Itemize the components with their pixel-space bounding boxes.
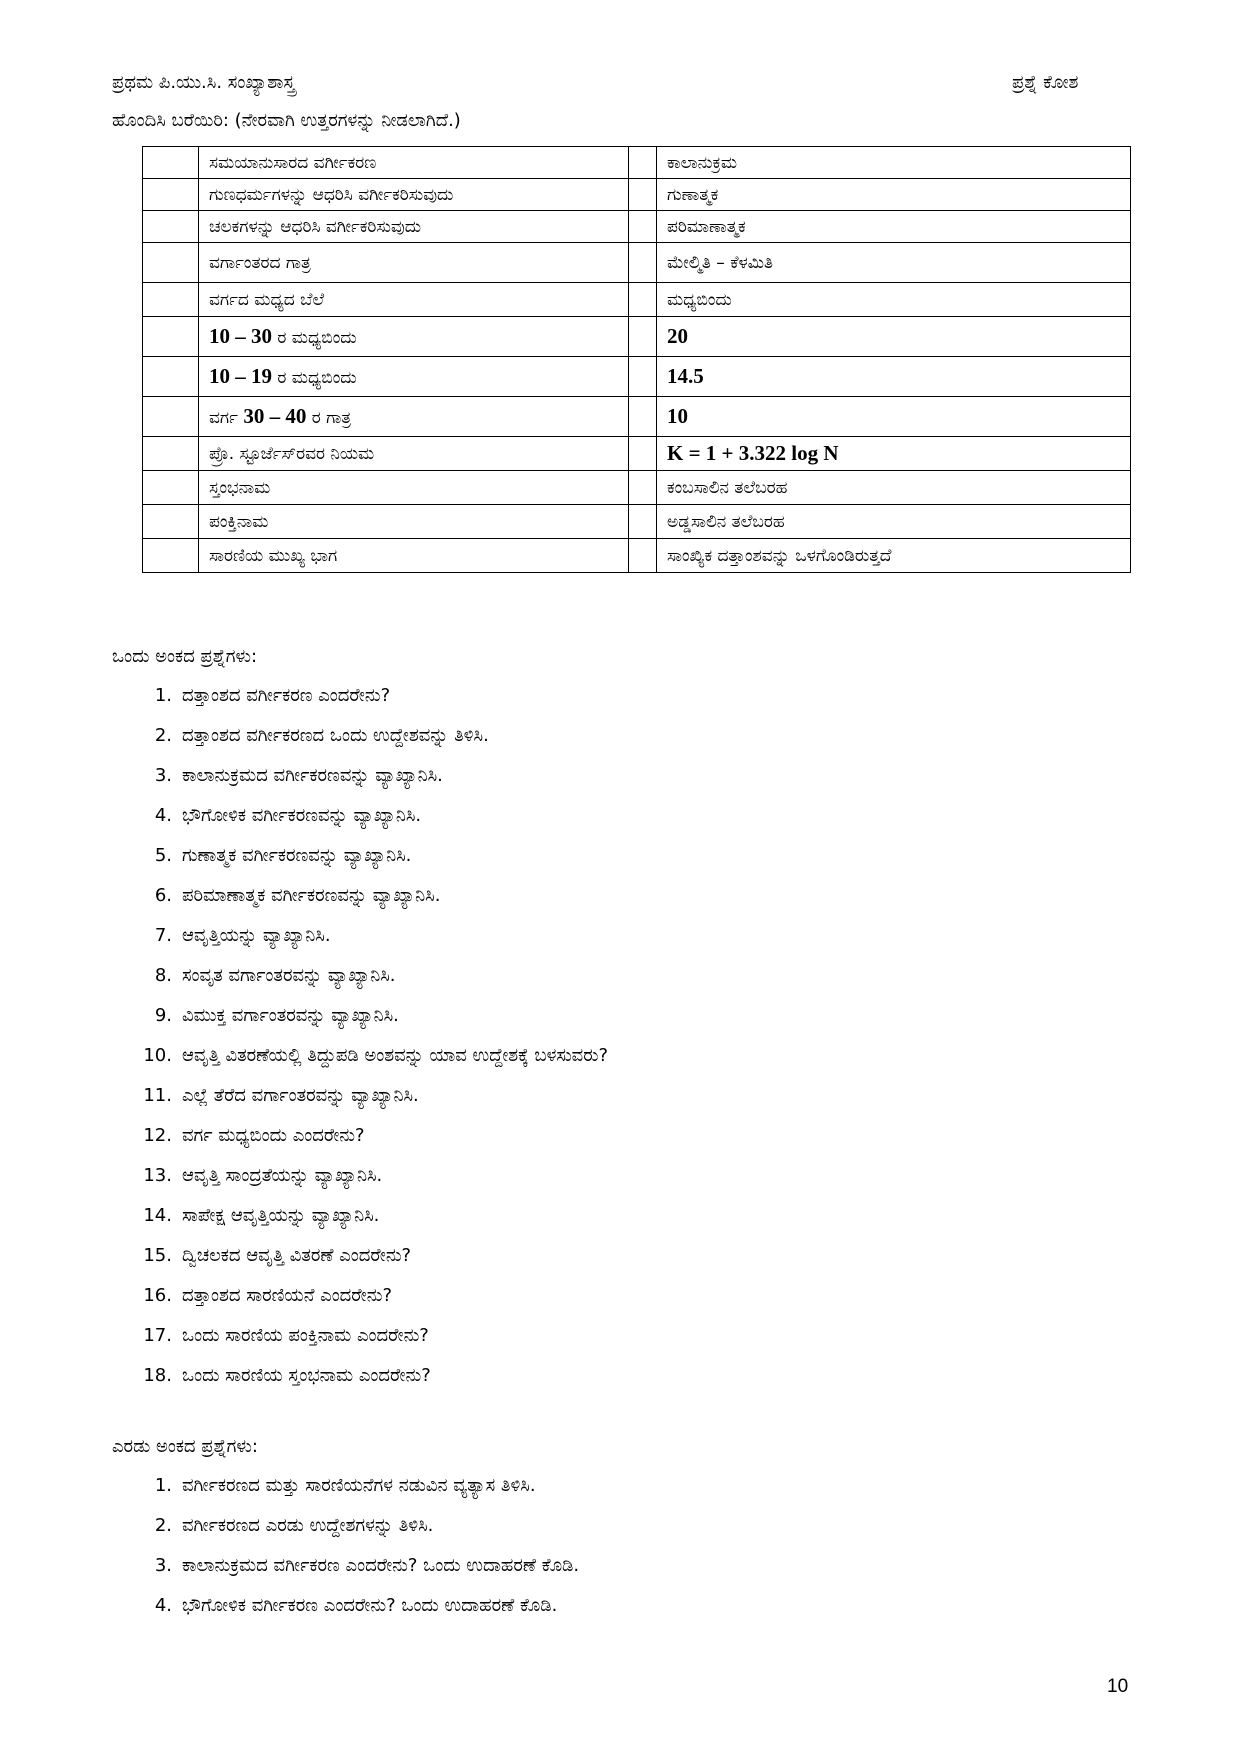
match-blank-cell: [143, 471, 199, 505]
question-text: ಕಾಲಾನುಕ್ರಮದ ವರ್ಗೀಕರಣವನ್ನು ವ್ಯಾಖ್ಯಾನಿಸಿ.: [182, 765, 443, 786]
two-mark-title: ಎರಡು ಅಂಕದ ಪ್ರಶ್ನೆಗಳು:: [112, 1436, 258, 1457]
match-row: [143, 243, 1131, 283]
one-mark-question-list: [112, 676, 1112, 1396]
question-text: ಎಲ್ಲೆ ತೆರೆದ ವರ್ಗಾಂತರವನ್ನು ವ್ಯಾಖ್ಯಾನಿಸಿ.: [182, 1085, 419, 1106]
match-term: 10 – 19 ರ ಮಧ್ಯಬಿಂದು: [199, 357, 629, 397]
question-item: [112, 956, 1112, 996]
question-text: ದ್ವಿಚಲಕದ ಆವೃತ್ತಿ ವಿತರಣೆ ಎಂದರೇನು?: [182, 1245, 412, 1266]
match-term-number: 10 – 19: [209, 364, 272, 388]
question-item: [112, 1276, 1112, 1316]
match-answer: ಪರಿಮಾಣಾತ್ಮಕ: [657, 211, 1131, 243]
header-subject: ಪ್ರಥಮ ಪಿ.ಯು.ಸಿ. ಸಂಖ್ಯಾಶಾಸ್ತ್ರ: [112, 72, 296, 93]
question-text: ದತ್ತಾಂಶದ ವರ್ಗೀಕರಣದ ಒಂದು ಉದ್ದೇಶವನ್ನು ತಿಳಿಸಿ.: [182, 725, 489, 746]
question-number: 16.: [143, 1285, 172, 1306]
question-item: [112, 1076, 1112, 1116]
question-number: 4.: [154, 1595, 172, 1616]
match-answer: ಕಂಬಸಾಲಿನ ತಲೆಬರಹ: [657, 471, 1131, 505]
question-item: [112, 916, 1112, 956]
match-term-number: 10 – 30: [209, 324, 272, 348]
match-answer: ಸಾಂಖ್ಯಿಕ ದತ್ತಾಂಶವನ್ನು ಒಳಗೊಂಡಿರುತ್ತದೆ: [657, 539, 1131, 573]
match-row: [143, 179, 1131, 211]
match-blank-cell: [629, 317, 657, 357]
header-question-bank: ಪ್ರಶ್ನೆ ಕೋಶ: [1012, 72, 1079, 93]
question-text: ವರ್ಗೀಕರಣದ ಮತ್ತು ಸಾರಣಿಯನೆಗಳ ನಡುವಿನ ವ್ಯತ್ಯಾಸ ತಿಳಿಸಿ.: [182, 1475, 536, 1496]
match-instruction: ಹೊಂದಿಸಿ ಬರೆಯಿರಿ: (ನೇರವಾಗಿ ಉತ್ತರಗಳನ್ನು ನೀಡಲಾಗಿದೆ.): [112, 110, 461, 131]
question-number: 15.: [143, 1245, 172, 1266]
question-number: 3.: [154, 1555, 172, 1576]
question-item: [112, 676, 1112, 716]
match-blank-cell: [143, 505, 199, 539]
question-number: 3.: [154, 765, 172, 786]
match-term: ಪಂಕ್ತಿನಾಮ: [199, 505, 629, 539]
match-term-number: 30 – 40: [243, 404, 307, 428]
match-term: ವರ್ಗದ ಮಧ್ಯದ ಬೆಲೆ: [199, 283, 629, 317]
match-answer: ಅಡ್ಡಸಾಲಿನ ತಲೆಬರಹ: [657, 505, 1131, 539]
one-mark-title: ಒಂದು ಅಂಕದ ಪ್ರಶ್ನೆಗಳು:: [112, 646, 258, 667]
question-item: [112, 996, 1112, 1036]
match-row: [143, 211, 1131, 243]
question-number: 7.: [154, 925, 172, 946]
question-item: [112, 1466, 1112, 1506]
match-blank-cell: [143, 397, 199, 437]
match-blank-cell: [629, 471, 657, 505]
match-answer: ಮೇಲ್ಮಿತಿ – ಕೆಳಮಿತಿ: [657, 243, 1131, 283]
question-number: 8.: [154, 965, 172, 986]
match-answer-number: K = 1 + 3.322 log N: [667, 441, 839, 465]
match-answer: ಕಾಲಾನುಕ್ರಮ: [657, 147, 1131, 179]
match-blank-cell: [629, 505, 657, 539]
question-number: 4.: [154, 805, 172, 826]
match-blank-cell: [629, 539, 657, 573]
match-row: [143, 357, 1131, 397]
match-blank-cell: [629, 179, 657, 211]
match-term: ಪ್ರೊ. ಸ್ಟೂರ್ಜೆಸ್‌ರವರ ನಿಯಮ: [199, 437, 629, 471]
match-blank-cell: [143, 539, 199, 573]
question-text: ಗುಣಾತ್ಮಕ ವರ್ಗೀಕರಣವನ್ನು ವ್ಯಾಖ್ಯಾನಿಸಿ.: [182, 845, 412, 866]
match-blank-cell: [629, 243, 657, 283]
question-text: ವರ್ಗೀಕರಣದ ಎರಡು ಉದ್ದೇಶಗಳನ್ನು ತಿಳಿಸಿ.: [182, 1515, 434, 1536]
question-text: ಒಂದು ಸಾರಣಿಯ ಸ್ತಂಭನಾಮ ಎಂದರೇನು?: [182, 1365, 431, 1386]
match-term: ಸಾರಣಿಯ ಮುಖ್ಯ ಭಾಗ: [199, 539, 629, 573]
two-mark-question-list: [112, 1466, 1112, 1626]
match-term: ಸ್ತಂಭನಾಮ: [199, 471, 629, 505]
question-number: 2.: [154, 1515, 172, 1536]
match-row: [143, 317, 1131, 357]
match-blank-cell: [143, 179, 199, 211]
question-text: ಭೌಗೋಳಿಕ ವರ್ಗೀಕರಣ ಎಂದರೇನು? ಒಂದು ಉದಾಹರಣೆ ಕೊಡಿ.: [182, 1595, 558, 1616]
match-answer: [657, 317, 1131, 357]
question-text: ವಿಮುಕ್ತ ವರ್ಗಾಂತರವನ್ನು ವ್ಯಾಖ್ಯಾನಿಸಿ.: [182, 1005, 399, 1026]
match-blank-cell: [143, 317, 199, 357]
match-blank-cell: [629, 397, 657, 437]
question-text: ಆವೃತ್ತಿ ಸಾಂದ್ರತೆಯನ್ನು ವ್ಯಾಖ್ಯಾನಿಸಿ.: [182, 1165, 383, 1186]
match-blank-cell: [143, 243, 199, 283]
match-answer: ಮಧ್ಯಬಿಂದು: [657, 283, 1131, 317]
match-answer: [657, 397, 1131, 437]
question-text: ದತ್ತಾಂಶದ ವರ್ಗೀಕರಣ ಎಂದರೇನು?: [182, 685, 391, 706]
question-item: [112, 1236, 1112, 1276]
question-number: 18.: [143, 1365, 172, 1386]
match-term: ಸಮಯಾನುಸಾರದ ವರ್ಗೀಕರಣ: [199, 147, 629, 179]
question-item: [112, 1316, 1112, 1356]
match-answer: [657, 437, 1131, 471]
question-text: ಕಾಲಾನುಕ್ರಮದ ವರ್ಗೀಕರಣ ಎಂದರೇನು? ಒಂದು ಉದಾಹರಣೆ ಕೊಡಿ.: [182, 1555, 580, 1576]
match-term: ವರ್ಗಾಂತರದ ಗಾತ್ರ: [199, 243, 629, 283]
match-answer: [657, 357, 1131, 397]
question-number: 14.: [143, 1205, 172, 1226]
question-text: ಪರಿಮಾಣಾತ್ಮಕ ವರ್ಗೀಕರಣವನ್ನು ವ್ಯಾಖ್ಯಾನಿಸಿ.: [182, 885, 441, 906]
question-item: [112, 1586, 1112, 1626]
question-number: 5.: [154, 845, 172, 866]
match-row: [143, 505, 1131, 539]
match-answer-number: 10: [667, 404, 688, 428]
match-row: [143, 471, 1131, 505]
question-text: ವರ್ಗ ಮಧ್ಯಬಿಂದು ಎಂದರೇನು?: [182, 1125, 365, 1146]
question-number: 1.: [154, 1475, 172, 1496]
question-number: 13.: [143, 1165, 172, 1186]
match-row: [143, 437, 1131, 471]
question-number: 11.: [143, 1085, 172, 1106]
match-row: [143, 539, 1131, 573]
question-text: ಒಂದು ಸಾರಣಿಯ ಪಂಕ್ತಿನಾಮ ಎಂದರೇನು?: [182, 1325, 429, 1346]
match-term: 10 – 30 ರ ಮಧ್ಯಬಿಂದು: [199, 317, 629, 357]
question-text: ಸಂವೃತ ವರ್ಗಾಂತರವನ್ನು ವ್ಯಾಖ್ಯಾನಿಸಿ.: [182, 965, 396, 986]
match-blank-cell: [629, 357, 657, 397]
question-item: [112, 1036, 1112, 1076]
question-item: [112, 876, 1112, 916]
question-item: [112, 1356, 1112, 1396]
match-blank-cell: [143, 283, 199, 317]
question-number: 2.: [154, 725, 172, 746]
question-number: 9.: [154, 1005, 172, 1026]
match-row: [143, 397, 1131, 437]
match-row: [143, 283, 1131, 317]
match-term: ವರ್ಗ 30 – 40 ರ ಗಾತ್ರ: [199, 397, 629, 437]
question-item: [112, 1116, 1112, 1156]
question-number: 1.: [154, 685, 172, 706]
question-number: 10.: [143, 1045, 172, 1066]
match-answer-number: 14.5: [667, 364, 704, 388]
question-number: 17.: [143, 1325, 172, 1346]
match-blank-cell: [629, 283, 657, 317]
match-blank-cell: [143, 147, 199, 179]
question-number: 12.: [143, 1125, 172, 1146]
question-item: [112, 1506, 1112, 1546]
question-item: [112, 1196, 1112, 1236]
match-table: [142, 146, 1131, 573]
question-item: [112, 836, 1112, 876]
match-blank-cell: [629, 437, 657, 471]
match-blank-cell: [143, 437, 199, 471]
question-text: ಸಾಪೇಕ್ಷ ಆವೃತ್ತಿಯನ್ನು ವ್ಯಾಖ್ಯಾನಿಸಿ.: [182, 1205, 380, 1226]
question-item: [112, 796, 1112, 836]
question-item: [112, 1546, 1112, 1586]
match-row: [143, 147, 1131, 179]
question-text: ಭೌಗೋಳಿಕ ವರ್ಗೀಕರಣವನ್ನು ವ್ಯಾಖ್ಯಾನಿಸಿ.: [182, 805, 422, 826]
match-answer: ಗುಣಾತ್ಮಕ: [657, 179, 1131, 211]
question-item: [112, 756, 1112, 796]
page-number: 10: [1107, 1676, 1129, 1697]
question-text: ಆವೃತ್ತಿ ವಿತರಣೆಯಲ್ಲಿ ತಿದ್ದುಪಡಿ ಅಂಶವನ್ನು ಯಾವ ಉದ್ದೇಶಕ್ಕೆ ಬಳಸುವರು?: [182, 1045, 609, 1066]
match-answer-number: 20: [667, 324, 688, 348]
match-term: ಚಲಕಗಳನ್ನು ಆಧರಿಸಿ ವರ್ಗೀಕರಿಸುವುದು: [199, 211, 629, 243]
match-blank-cell: [629, 147, 657, 179]
question-item: [112, 1156, 1112, 1196]
match-term: ಗುಣಧರ್ಮಗಳನ್ನು ಆಧರಿಸಿ ವರ್ಗೀಕರಿಸುವುದು: [199, 179, 629, 211]
match-blank-cell: [143, 357, 199, 397]
question-item: [112, 716, 1112, 756]
match-blank-cell: [143, 211, 199, 243]
question-number: 6.: [154, 885, 172, 906]
match-blank-cell: [629, 211, 657, 243]
question-text: ದತ್ತಾಂಶದ ಸಾರಣಿಯನೆ ಎಂದರೇನು?: [182, 1285, 393, 1306]
question-text: ಆವೃತ್ತಿಯನ್ನು ವ್ಯಾಖ್ಯಾನಿಸಿ.: [182, 925, 331, 946]
